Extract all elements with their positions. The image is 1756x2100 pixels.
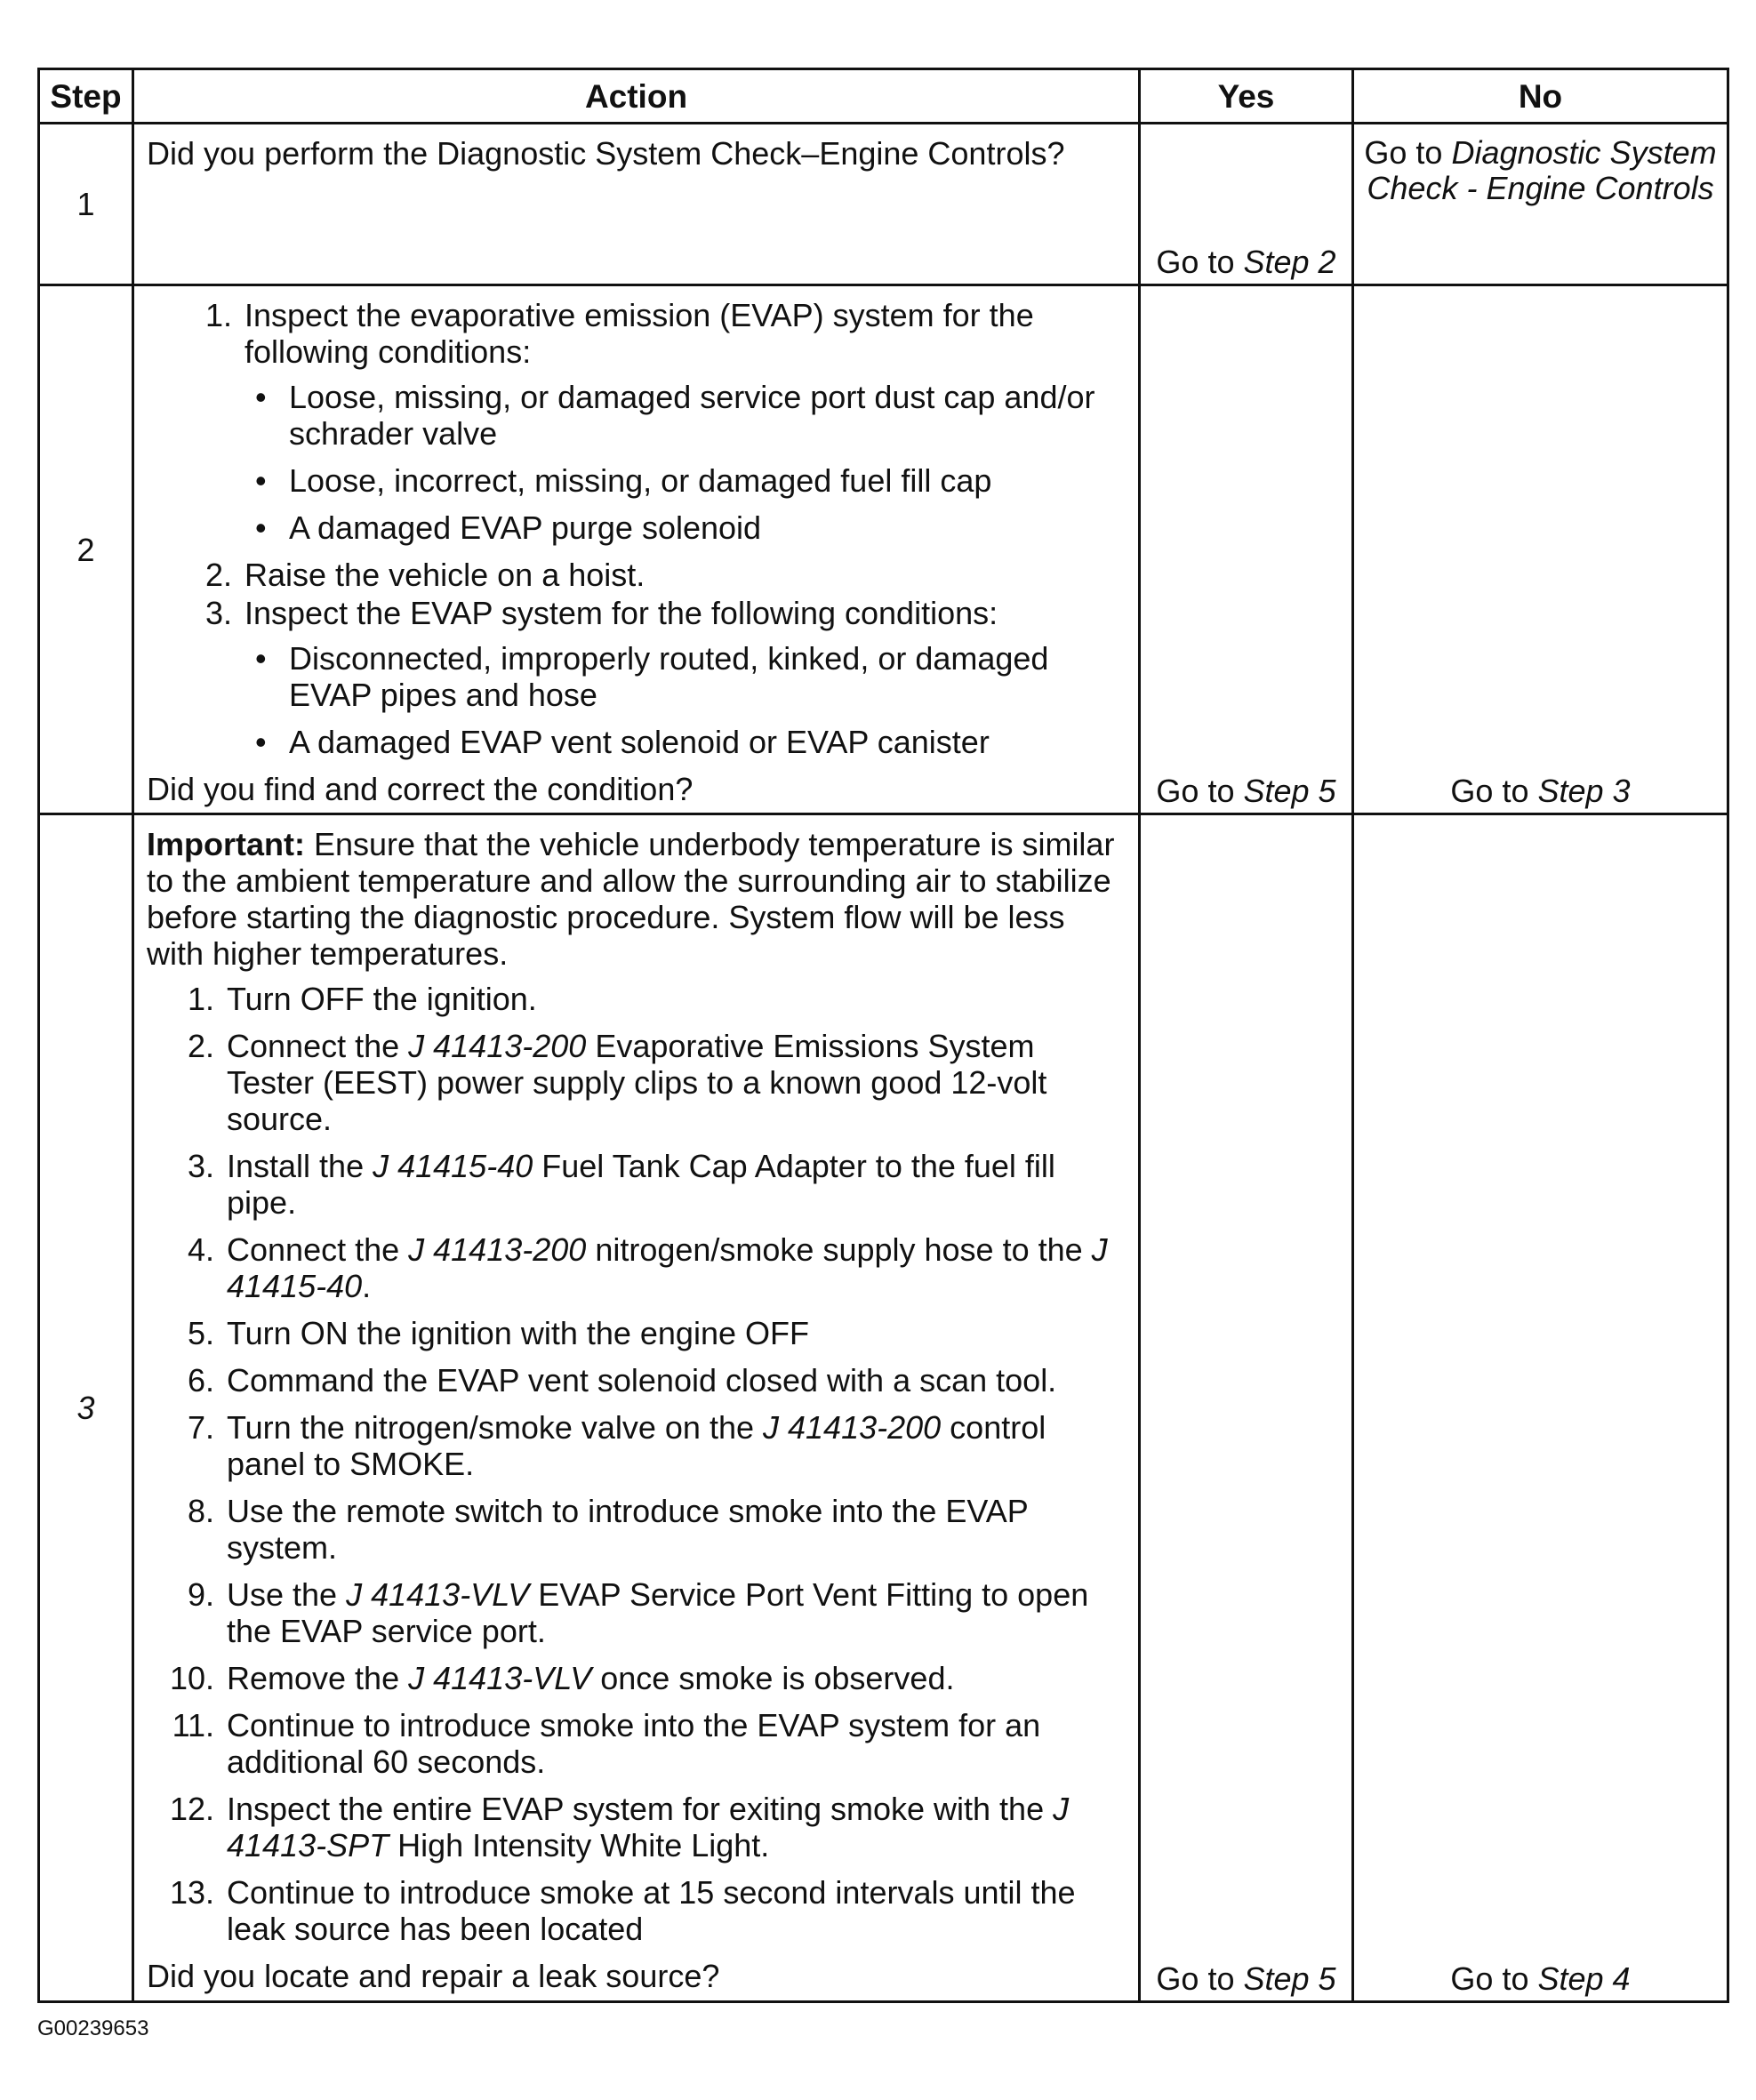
action-step: 1. Turn OFF the ignition. <box>187 981 537 1017</box>
action-question: Did you find and correct the condition? <box>147 771 694 807</box>
action-steps-list <box>147 981 1122 1947</box>
action-step: 3. Install the J 41415-40 Fuel Tank Cap Adapter to the fuel fill pipe. <box>187 1148 1055 1221</box>
condition-list <box>245 379 1122 546</box>
action-step: 7. Turn the nitrogen/smoke valve on the J 41413-200 control panel to SMOKE. <box>187 1409 1046 1482</box>
action-step-text: Raise the vehicle on a hoist. <box>245 557 645 593</box>
action-step-text: Inspect the EVAP system for the following conditions: <box>245 595 998 631</box>
no-cell <box>1353 124 1728 285</box>
header-row <box>39 69 1728 124</box>
yes-cell <box>1140 124 1353 285</box>
no-goto: Go to Step 4 <box>1450 1960 1631 1997</box>
header-no: No <box>1353 69 1728 124</box>
action-step: 8. Use the remote switch to introduce smoke into the EVAP system. <box>187 1493 1029 1566</box>
action-step: 11. Continue to introduce smoke into the EVAP system for an additional 60 seconds. <box>172 1707 1041 1780</box>
no-goto <box>1354 124 1727 206</box>
no-goto: Go to Step 3 <box>1450 773 1631 809</box>
action-cell <box>133 814 1140 2002</box>
goto-prefix: Go to <box>1364 134 1452 171</box>
yes-cell <box>1140 814 1353 2002</box>
goto-prefix: Go to <box>1156 244 1244 280</box>
step-number: 3 <box>39 814 133 2002</box>
action-step: 10. Remove the J 41413-VLV once smoke is observed. <box>169 1660 955 1696</box>
action-cell <box>133 124 1140 285</box>
header-action: Action <box>133 69 1140 124</box>
step-row-2 <box>39 285 1728 814</box>
important-note <box>147 826 1122 972</box>
action-question: Did you perform the Diagnostic System Check–Engine Controls? <box>147 135 1065 172</box>
step-row-1 <box>39 124 1728 285</box>
yes-cell <box>1140 285 1353 814</box>
header-step: Step <box>39 69 133 124</box>
goto-target: Step 2 <box>1243 244 1336 280</box>
action-step: 5. Turn ON the ignition with the engine OFF <box>187 1315 809 1351</box>
action-step: 4. Connect the J 41413-200 nitrogen/smoke supply hose to the J 41415-40. <box>187 1231 1108 1304</box>
no-cell <box>1353 814 1728 2002</box>
yes-goto <box>1141 244 1351 280</box>
step-row-3 <box>39 814 1728 2002</box>
figure-id: G00239653 <box>37 2016 149 2040</box>
action-step: 13. Continue to introduce smoke at 15 second intervals until the leak source has been located <box>169 1874 1076 1947</box>
important-text: Ensure that the vehicle underbody temperature is similar to the ambient temperature and allow the surrounding air to stabilize before starting the diagnostic procedure. System flow will be less with higher temperatures. <box>147 826 1115 972</box>
diagnostic-table <box>37 68 1729 2003</box>
condition-item: • Disconnected, improperly routed, kinked, or damaged EVAP pipes and hose <box>255 640 1049 713</box>
goto-target: Diagnostic System Check - Engine Controls <box>1367 134 1717 206</box>
no-cell <box>1353 285 1728 814</box>
yes-goto: Go to Step 5 <box>1156 1960 1336 1997</box>
action-step: 1. Inspect the evaporative emission (EVAP) system for the following conditions: • Loose, missing, or damaged service port dust cap and/or schrader valve • Loose, incorrect, missing, or damaged fuel fill cap • A damaged EVAP purge solenoid <box>173 297 1122 546</box>
action-step: 3. Inspect the EVAP system for the following conditions: • Disconnected, improperly routed, kinked, or damaged EVAP pipes and hose • A damaged EVAP vent solenoid or EVAP canister <box>173 595 1122 760</box>
condition-item: • Loose, incorrect, missing, or damaged fuel fill cap <box>255 462 992 499</box>
condition-item: • Loose, missing, or damaged service port dust cap and/or schrader valve <box>255 379 1095 452</box>
condition-item: • A damaged EVAP purge solenoid <box>255 509 762 546</box>
action-step: 2. Connect the J 41413-200 Evaporative Emissions System Tester (EEST) power supply clips to a known good 12-volt source. <box>187 1028 1047 1137</box>
action-step: 6. Command the EVAP vent solenoid closed with a scan tool. <box>187 1362 1057 1399</box>
important-label: Important: <box>147 826 305 862</box>
condition-item: • A damaged EVAP vent solenoid or EVAP canister <box>255 724 990 760</box>
action-question: Did you locate and repair a leak source? <box>147 1958 720 1994</box>
header-yes: Yes <box>1140 69 1353 124</box>
condition-list <box>245 640 1122 760</box>
step-number: 1 <box>39 124 133 285</box>
action-step: 9. Use the J 41413-VLV EVAP Service Port Vent Fitting to open the EVAP service port. <box>187 1576 1089 1649</box>
action-step: 12. Inspect the entire EVAP system for exiting smoke with the J 41413-SPT High Intensity White Light. <box>169 1791 1070 1864</box>
step-number: 2 <box>39 285 133 814</box>
action-steps-list <box>147 297 1122 760</box>
action-step-text: Inspect the evaporative emission (EVAP) system for the following conditions: <box>245 297 1034 370</box>
yes-goto: Go to Step 5 <box>1156 773 1336 809</box>
action-step: 2. Raise the vehicle on a hoist. <box>204 557 645 593</box>
action-cell <box>133 285 1140 814</box>
